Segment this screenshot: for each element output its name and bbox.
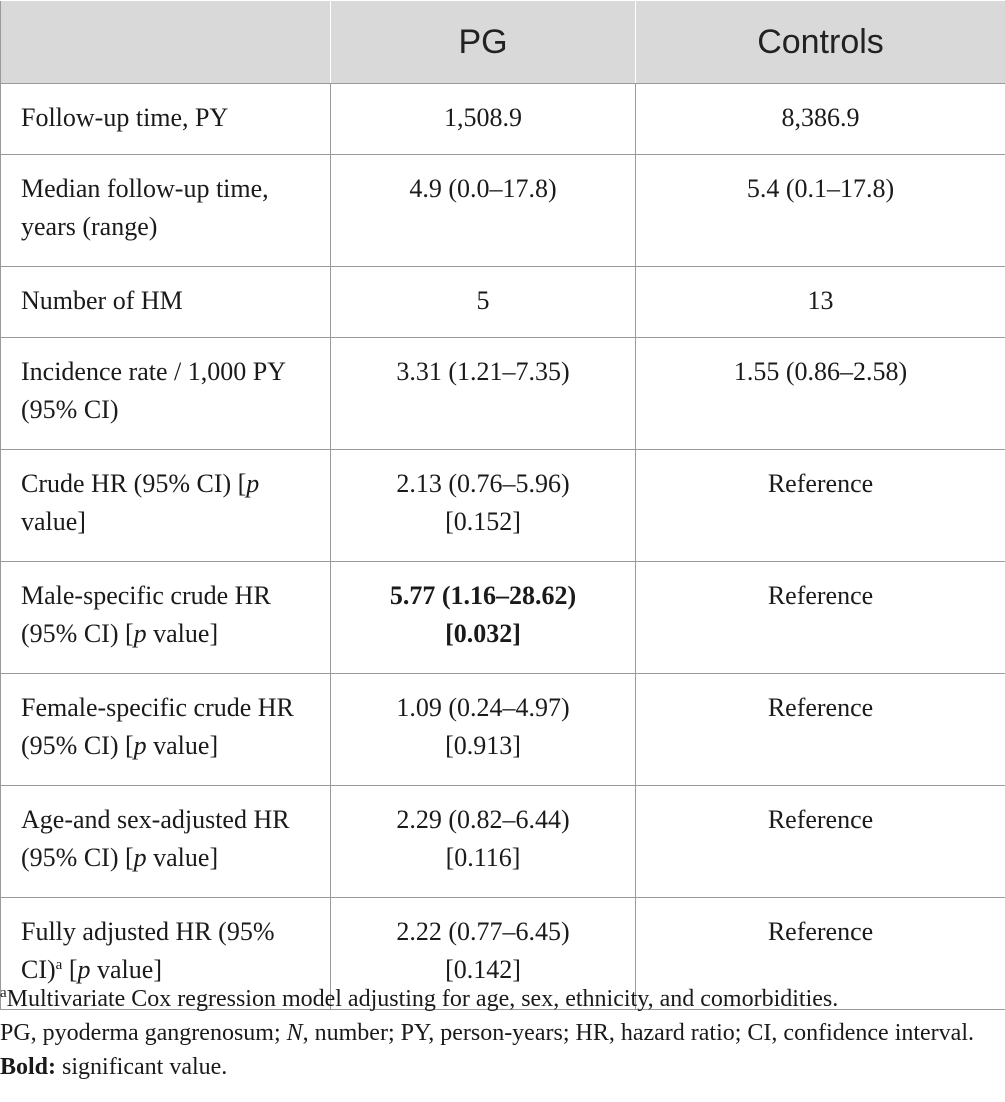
pg-value: 1.09 (0.24–4.97) [0.913]: [331, 674, 636, 786]
controls-value: Reference: [636, 674, 1005, 786]
controls-value: 5.4 (0.1–17.8): [636, 155, 1005, 267]
row-label: Female-specific crude HR (95% CI) [p value]: [1, 674, 331, 786]
row-label: Number of HM: [1, 267, 331, 338]
header-pg: PG: [331, 1, 636, 84]
table-row: [1, 786, 1005, 898]
table-row: [1, 674, 1005, 786]
table-row: [1, 155, 1005, 267]
row-label: Crude HR (95% CI) [p value]: [1, 450, 331, 562]
pg-value: 2.22 (0.77–6.45) [0.142]: [331, 898, 636, 1010]
controls-value: Reference: [636, 562, 1005, 674]
row-label: Male-specific crude HR (95% CI) [p value]: [1, 562, 331, 674]
footnote-line-2: PG, pyoderma gangrenosum; N, number; PY, person-years; HR, hazard ratio; CI, confidence interval. Bold: significant value.: [0, 1020, 974, 1080]
pg-value: 1,508.9: [331, 84, 636, 155]
table-row: [1, 450, 1005, 562]
pg-value-significant: 5.77 (1.16–28.62) [0.032]: [331, 562, 636, 674]
table-row: [1, 267, 1005, 338]
row-label: Incidence rate / 1,000 PY (95% CI): [1, 338, 331, 450]
controls-value: Reference: [636, 898, 1005, 1010]
controls-value: Reference: [636, 450, 1005, 562]
controls-value: Reference: [636, 786, 1005, 898]
footnote-line-1: $^a$Multivariate Cox regression model adjusting for age, sex, ethnicity, and comorbidities.: [0, 985, 839, 1012]
pg-value: 2.13 (0.76–5.96) [0.152]: [331, 450, 636, 562]
pg-value: 2.29 (0.82–6.44) [0.116]: [331, 786, 636, 898]
table-footnote: [0, 982, 1000, 1084]
pg-value: 4.9 (0.0–17.8): [331, 155, 636, 267]
row-label: Fully adjusted HR (95% CI)$^a$ [p value]: [1, 898, 331, 1010]
header-row: [1, 1, 1005, 84]
controls-value: 1.55 (0.86–2.58): [636, 338, 1005, 450]
row-label: Age-and sex-adjusted HR (95% CI) [p value]: [1, 786, 331, 898]
table-row: [1, 84, 1005, 155]
controls-value: 13: [636, 267, 1005, 338]
table-row: [1, 562, 1005, 674]
table-row: [1, 338, 1005, 450]
header-empty: [1, 1, 331, 84]
row-label: Median follow-up time, years (range): [1, 155, 331, 267]
pg-value: 5: [331, 267, 636, 338]
controls-value: 8,386.9: [636, 84, 1005, 155]
header-controls: Controls: [636, 1, 1005, 84]
pg-value: 3.31 (1.21–7.35): [331, 338, 636, 450]
row-label: Follow-up time, PY: [1, 84, 331, 155]
